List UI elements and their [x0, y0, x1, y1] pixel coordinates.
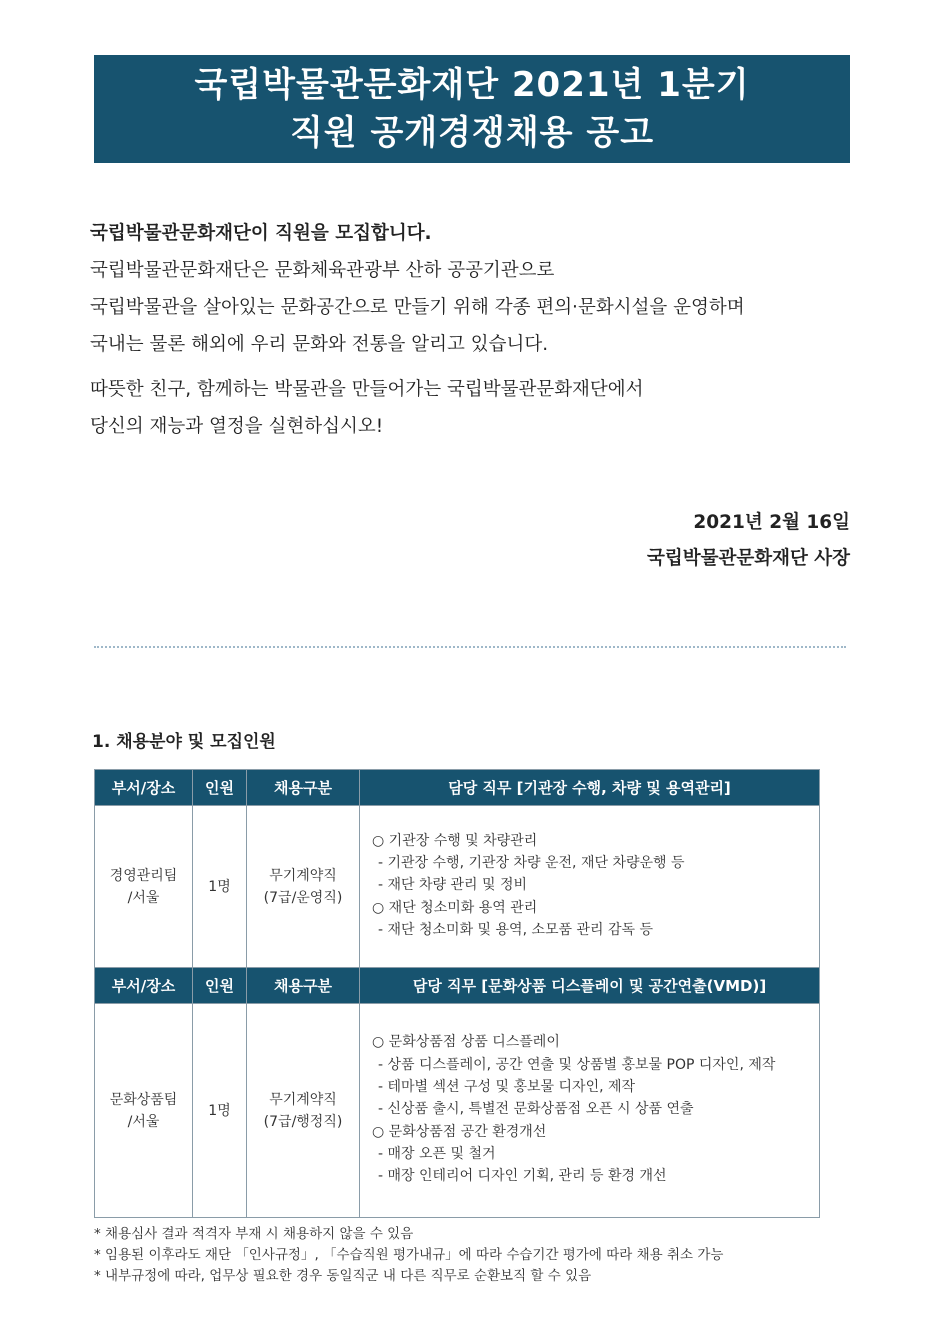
- footnote: * 채용심사 결과 적격자 부재 시 채용하지 않을 수 있음: [94, 1226, 414, 1242]
- intro-line: 국립박물관문화재단은 문화체육관광부 산하 공공기관으로: [90, 260, 555, 281]
- header-count: 인원: [193, 770, 247, 806]
- dept-name: 경영관리팀: [109, 867, 178, 884]
- type-cell: [247, 1004, 360, 1218]
- footnotes: [94, 1224, 723, 1287]
- footnote: * 내부규정에 따라, 업무상 필요한 경우 동일직군 내 다른 직무로 순환보직 할 수 있음: [94, 1268, 592, 1284]
- type-grade: (7급/행정직): [263, 1113, 343, 1130]
- dept-name: 문화상품팀: [109, 1091, 178, 1108]
- count-cell: 1명: [193, 806, 247, 968]
- duty-subitem: - 매장 인테리어 디자인 기획, 관리 등 환경 개선: [378, 1168, 667, 1185]
- intro-line: 따뜻한 친구, 함께하는 박물관을 만들어가는 국립박물관문화재단에서: [90, 379, 644, 400]
- intro-line: 국립박물관을 살아있는 문화공간으로 만들기 위해 각종 편의·문화시설을 운영하며: [90, 297, 745, 318]
- table-header-row: [95, 770, 820, 806]
- banner-title-line1: 국립박물관문화재단 2021년 1분기: [194, 65, 750, 105]
- footnote: * 임용된 이후라도 재단 「인사규정」, 「수습직원 평가내규」에 따라 수습기간 평가에 따라 채용 취소 가능: [94, 1247, 724, 1263]
- table-row: [95, 1004, 820, 1218]
- duty-item: ○ 문화상품점 공간 환경개선: [372, 1123, 547, 1140]
- dept-cell: [95, 806, 193, 968]
- duty-item: ○ 문화상품점 상품 디스플레이: [372, 1034, 560, 1051]
- duty-item: ○ 재단 청소미화 용역 관리: [372, 899, 538, 916]
- intro-line: 당신의 재능과 열정을 실현하십시오!: [90, 416, 384, 437]
- header-duty: 담당 직무 [문화상품 디스플레이 및 공간연출(VMD)]: [360, 968, 820, 1004]
- table-header-row: [95, 968, 820, 1004]
- section-title: 1. 채용분야 및 모집인원: [92, 732, 276, 752]
- header-type: 채용구분: [247, 968, 360, 1004]
- count-cell: 1명: [193, 1004, 247, 1218]
- duty-subitem: - 신상품 출시, 특별전 문화상품점 오픈 시 상품 연출: [378, 1101, 694, 1118]
- duty-subitem: - 기관장 수행, 기관장 차량 운전, 재단 차량운행 등: [378, 855, 685, 872]
- dept-location: /서울: [127, 1113, 160, 1130]
- type-name: 무기계약직: [269, 1091, 337, 1108]
- header-dept: 부서/장소: [95, 770, 193, 806]
- header-type: 채용구분: [247, 770, 360, 806]
- duty-subitem: - 재단 청소미화 및 용역, 소모품 관리 감독 등: [378, 921, 654, 938]
- recruitment-table: [94, 769, 820, 1218]
- issuer-name: 국립박물관문화재단 사장: [646, 548, 850, 569]
- duty-subitem: - 재단 차량 관리 및 정비: [378, 877, 528, 894]
- dept-cell: [95, 1004, 193, 1218]
- intro-line: 국내는 물론 해외에 우리 문화와 전통을 알리고 있습니다.: [90, 334, 549, 355]
- type-grade: (7급/운영직): [263, 889, 343, 906]
- duty-subitem: - 테마별 섹션 구성 및 홍보물 디자인, 제작: [378, 1079, 636, 1096]
- title-banner: [94, 55, 850, 163]
- banner-title-line2: 직원 공개경쟁채용 공고: [289, 113, 655, 153]
- type-name: 무기계약직: [269, 867, 337, 884]
- duty-cell: [360, 1004, 820, 1218]
- duty-subitem: - 매장 오픈 및 철거: [378, 1145, 496, 1162]
- table-row: [95, 806, 820, 968]
- duty-cell: [360, 806, 820, 968]
- header-duty: 담당 직무 [기관장 수행, 차량 및 용역관리]: [360, 770, 820, 806]
- type-cell: [247, 806, 360, 968]
- intro-lead: 국립박물관문화재단이 직원을 모집합니다.: [90, 223, 432, 244]
- dept-location: /서울: [127, 889, 160, 906]
- dotted-divider: [94, 646, 846, 648]
- duty-subitem: - 상품 디스플레이, 공간 연출 및 상품별 홍보물 POP 디자인, 제작: [378, 1056, 776, 1073]
- intro-text: [90, 215, 850, 445]
- header-dept: 부서/장소: [95, 968, 193, 1004]
- duty-item: ○ 기관장 수행 및 차량관리: [372, 832, 538, 849]
- signature-block: [647, 505, 850, 577]
- header-count: 인원: [193, 968, 247, 1004]
- announcement-date: 2021년 2월 16일: [693, 512, 850, 533]
